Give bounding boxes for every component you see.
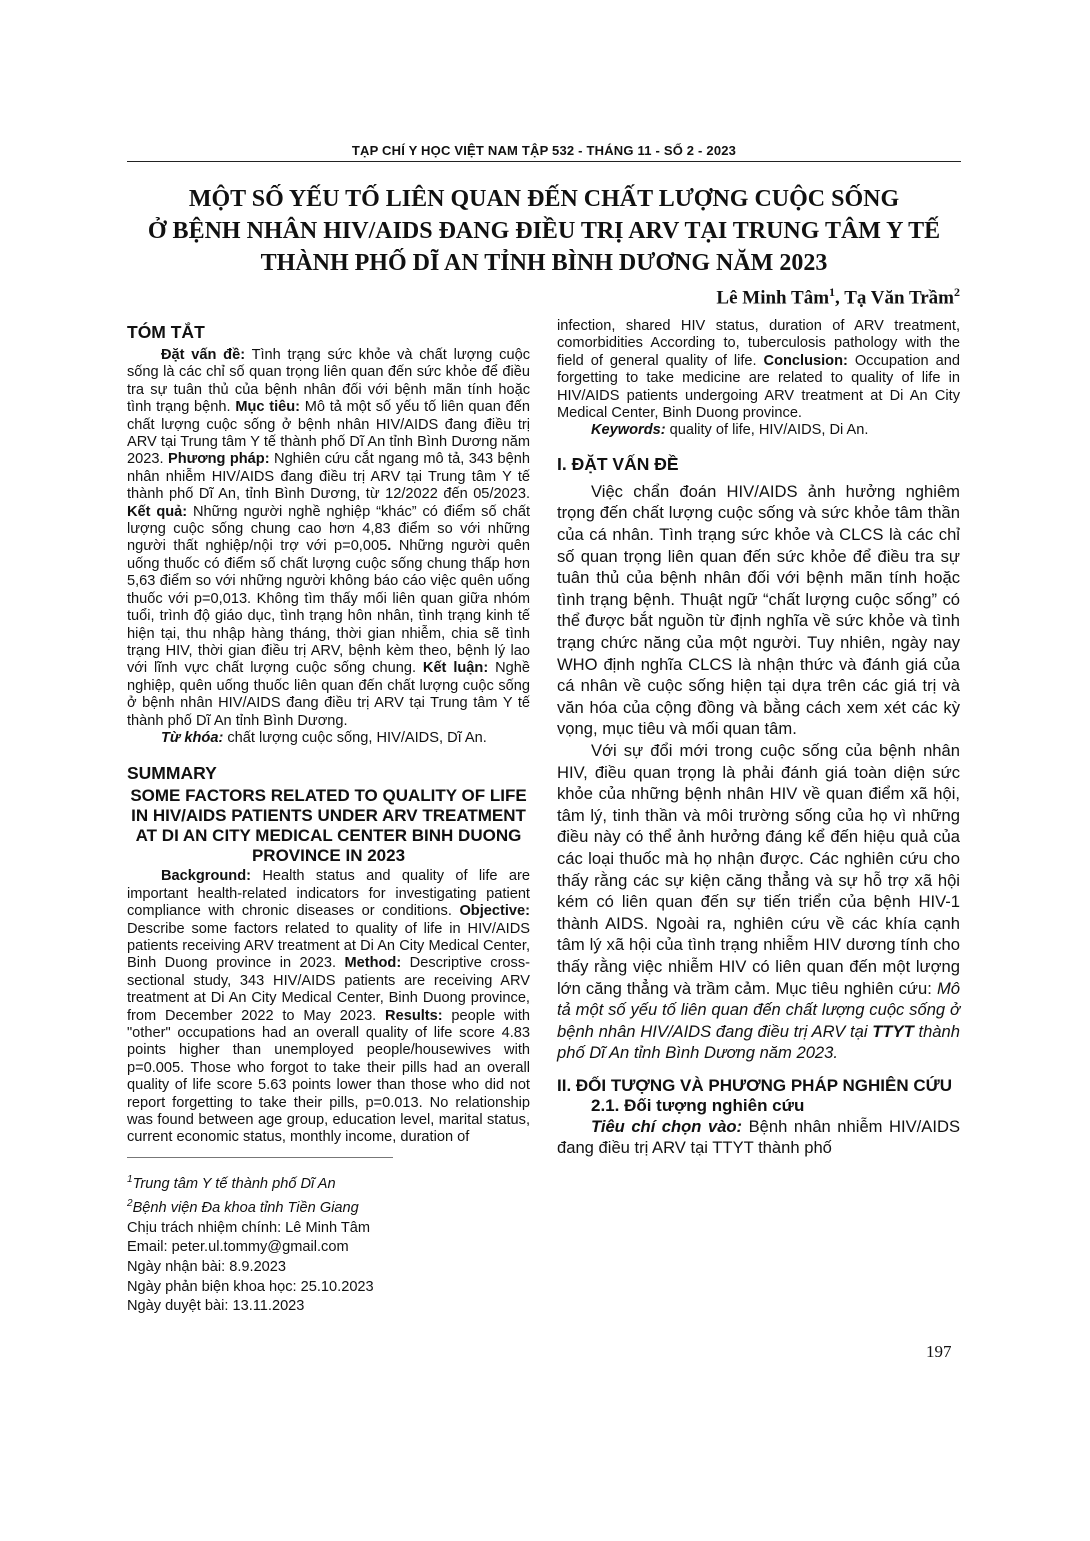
footnote-email: Email: peter.ul.tommy@gmail.com xyxy=(127,1239,349,1256)
en-results-label: Results: xyxy=(385,1007,443,1024)
page-number: 197 xyxy=(926,1342,952,1361)
en-method-text: Descriptive cross-sectional study, 343 HIV/AIDS patients are receiving ARV treatment at Di An City Medical Center, Binh Duong province, from December 2022 to May 2023. xyxy=(127,955,531,1024)
abstract-vi-heading: TÓM TẮT xyxy=(127,322,205,342)
authors xyxy=(716,285,960,309)
section-1-body xyxy=(557,481,960,1064)
en-results-text-continued: infection, shared HIV status, duration of ARV treatment, comorbidities According to, tuberculosis pathology with the field of general quality of life. xyxy=(557,318,960,369)
summary-body xyxy=(127,868,530,1147)
author-2: Tạ Văn Trầm xyxy=(844,287,954,309)
journal-header: TẠP CHÍ Y HỌC VIỆT NAM TẬP 532 - THÁNG 11 - SỐ 2 - 2023 xyxy=(351,143,737,158)
left-column xyxy=(127,318,530,1317)
vi-results-period: . xyxy=(387,538,392,555)
en-results-text: people with "other" occupations had an overall quality of life score 4.83 points higher than unemployed people/housewives with p=0.005. Those who forgot to take their pills had an overall quality of life score 5.63 points lower than those who did not report forgetting to take their pills, p=0.013. No relationship was found between age group, education level, marital status, current economic status, monthly income, duration of xyxy=(127,1007,531,1146)
title-line-2: Ở BỆNH NHÂN HIV/AIDS ĐANG ĐIỀU TRỊ ARV TẠI TRUNG TÂM Y TẾ xyxy=(147,218,941,244)
vi-results-label: Kết quả: xyxy=(127,503,188,520)
title-line-3: THÀNH PHỐ DĨ AN TỈNH BÌNH DƯƠNG NĂM 2023 xyxy=(260,250,828,276)
section-1-para-2 xyxy=(557,740,960,1064)
author-separator: , xyxy=(835,287,845,309)
footnote-rule xyxy=(127,1157,393,1158)
en-keywords-text: quality of life, HIV/AIDS, Di An. xyxy=(665,422,869,439)
footnote-aff2-sup: 2 xyxy=(127,1198,133,1210)
section-1-para-2-text: Với sự đổi mới trong cuộc sống của bệnh nhân HIV, điều quan trọng là phải đánh giá toàn diện sức khỏe của những bệnh nhân HIV về quan điểm xã hội, tâm lý, tinh thần và môi trường sống của họ vì những điều này có thể ảnh hưởng đáng kể đến hiệu quả của các loại thuốc mà họ nhận được. Các nghiên cứu cho thấy rằng các sự kiện căng thẳng và sự hỗ trợ xã hội kém có liên quan đến sự tiến triển của bệnh HIV-1 thành AIDS. Ngoài ra, nghiên cứu về các khía cạnh tâm lý xã hội của tình trạng nhiễm HIV dương tính cho thấy rằng việc nhiễm HIV có liên quan đến một lượng lớn căng thẳng và trầm cảm. Mục tiêu nghiên cứu: xyxy=(557,740,960,998)
vi-results-text-b: Những người quên uống thuốc có điểm số chất lượng cuộc sống chung thấp hơn 5,63 điểm so với những người không báo cáo việc quên uống thuốc với p=0,013. Không tìm thấy mối liên quan giữa nhóm tuổi, trình độ giáo dục, tình trạng hôn nhân, tình trạng kinh tế hiện tại, thu nhập hàng tháng, thời gian nhiễm, chia sẽ tình trạng HIV, thời gian điều trị ARV, bệnh kèm theo, bệnh lý lao với lĩnh vực chất lượng cuộc sống chung. xyxy=(127,538,530,677)
author-2-affil: 2 xyxy=(954,285,960,299)
section-1-objective-b: thành phố Dĩ An tỉnh Bình Dương năm 2023. xyxy=(557,1021,960,1063)
en-keywords-label: Keywords: xyxy=(591,422,666,439)
summary-en-continued xyxy=(557,318,960,440)
vi-keywords-text: chất lượng cuộc sống, HIV/AIDS, Dĩ An. xyxy=(223,729,487,746)
en-background-text: Health status and quality of life are important health-related indicators for investigating patient compliance with chronic diseases or conditions. xyxy=(127,868,530,920)
author-1-affil: 1 xyxy=(829,285,836,299)
en-objective-label: Objective: xyxy=(459,903,530,920)
vi-conclusion-label: Kết luận: xyxy=(422,660,489,677)
section-2-heading: II. ĐỐI TƯỢNG VÀ PHƯƠNG PHÁP NGHIÊN CỨU xyxy=(557,1075,952,1095)
author-1: Lê Minh Tâm xyxy=(716,287,830,309)
vi-objective-label: Mục tiêu: xyxy=(235,399,301,416)
right-column xyxy=(557,318,960,1159)
footnote-reviewed: Ngày phản biện khoa học: 25.10.2023 xyxy=(127,1278,374,1295)
footnote-received: Ngày nhận bài: 8.9.2023 xyxy=(127,1258,287,1275)
vi-method-label: Phương pháp: xyxy=(167,451,270,468)
vi-background-text: Tình trạng sức khỏe và chất lượng cuộc sống là các chỉ số quan trọng liên quan đến sức khỏe để điều tra sự tuân thủ của bệnh nhân đối với bệnh mãn tính hoặc tình trạng bệnh. xyxy=(127,347,530,416)
vi-method-text: Nghiên cứu cắt ngang mô tả, 343 bệnh nhân nhiễm HIV/AIDS đang điều trị ARV tại Trung tâm Y tế thành phố Dĩ An, tỉnh Bình Dương, từ 12/2022 đến 05/2023. xyxy=(127,451,530,503)
vi-keywords xyxy=(127,730,530,747)
vi-keywords-label: Từ khóa: xyxy=(161,729,224,746)
summary-body-continued xyxy=(557,318,960,422)
section-2-1-body xyxy=(557,1116,960,1159)
footnote-corresponding: Chịu trách nhiệm chính: Lê Minh Tâm xyxy=(127,1219,371,1236)
title-line-1: MỘT SỐ YẾU TỐ LIÊN QUAN ĐẾN CHẤT LƯỢNG CUỘC SỐNG xyxy=(188,186,900,212)
article-title xyxy=(127,183,961,279)
en-conclusion-text: Occupation and forgetting to take medicine are related to quality of life in HIV/AIDS patients undergoing ARV treatment at Di An City Medical Center, Binh Duong province. xyxy=(557,352,960,422)
footnote-aff1-sup: 1 xyxy=(127,1173,133,1185)
vi-objective-text: Mô tả một số yếu tố liên quan đến chất lượng cuộc sống ở bệnh nhân HIV/AIDS đang điều trị ARV tại Trung tâm Y tế thành phố Dĩ An tỉnh Bình Dương năm 2023. xyxy=(127,399,530,468)
inclusion-criteria-text: Bệnh nhân nhiễm HIV/AIDS đang điều trị ARV tại TTYT thành phố xyxy=(557,1116,961,1158)
footnote-affiliation-1 xyxy=(127,1170,530,1194)
section-1-objective-a: Mô tả một số yếu tố liên quan đến chất lượng cuộc sống ở bệnh nhân HIV/AIDS đang điều trị ARV tại xyxy=(557,978,960,1041)
summary-title: SOME FACTORS RELATED TO QUALITY OF LIFE IN HIV/AIDS PATIENTS UNDER ARV TREATMENT AT DI AN CITY MEDICAL CENTER BINH DUONG PROVINCE IN 2023 xyxy=(130,786,527,866)
footnote-affiliation-2 xyxy=(127,1194,530,1218)
summary-heading: SUMMARY xyxy=(127,763,217,784)
vi-background-label: Đặt vấn đề: xyxy=(161,347,246,363)
en-keywords xyxy=(557,422,960,439)
section-1-para-1: Việc chẩn đoán HIV/AIDS ảnh hưởng nghiêm trọng đến chất lượng cuộc sống và sức khỏe tâm thần của cá nhân. Tình trạng sức khỏe và CLCS là các chỉ số quan trọng liên quan đến sức khỏe để điều tra sự tuân thủ của bệnh nhân đối với bệnh mãn tính hoặc tình trạng bệnh. Thuật ngữ “chất lượng cuộc sống” có thể được bắt nguồn từ định nghĩa về sức khỏe và tình trạng chức năng của một người. Tuy nhiên, ngày nay WHO định nghĩa CLCS là nhận thức và đánh giá của cá nhân về cuộc sống hiện tại dựa trên các giá trị và văn hóa của cộng đồng và bằng cách xem xét các kỳ vọng, mục tiêu và mối quan tâm. xyxy=(557,481,960,739)
en-method-label: Method: xyxy=(344,955,402,972)
vi-conclusion-text: Nghề nghiệp, quên uống thuốc liên quan đến chất lượng cuộc sống ở bệnh nhân HIV/AIDS đang điều trị ARV tại Trung tâm Y tế thành phố Dĩ An tỉnh Bình Dương. xyxy=(127,660,530,729)
footnote-aff2-text: Bệnh viện Đa khoa tỉnh Tiền Giang xyxy=(132,1200,359,1217)
footnote-accepted: Ngày duyệt bài: 13.11.2023 xyxy=(127,1298,305,1315)
section-2-1-heading: 2.1. Đối tượng nghiên cứu xyxy=(591,1095,805,1115)
section-1-objective-bold: TTYT xyxy=(872,1021,914,1041)
en-conclusion-label: Conclusion: xyxy=(763,352,848,369)
footnotes xyxy=(127,1170,530,1317)
summary-en xyxy=(127,868,530,1147)
inclusion-criteria-label: Tiêu chí chọn vào: xyxy=(591,1116,743,1136)
abstract-vi-body xyxy=(127,347,530,730)
en-objective-text: Describe some factors related to quality of life in HIV/AIDS patients receiving ARV treatment at Di An City Medical Center, Binh Duong province in 2023. xyxy=(127,920,530,972)
section-1-heading: I. ĐẶT VẤN ĐỀ xyxy=(557,453,679,474)
footnote-aff1-text: Trung tâm Y tế thành phố Dĩ An xyxy=(132,1175,336,1192)
vi-results-text-a: Những người nghề nghiệp “khác” có điểm số chất lượng cuộc sống chung cao hơn 4,83 điểm so với những người thất nghiệp/nội trợ với p=0,005 xyxy=(127,503,531,555)
header-rule xyxy=(127,161,961,162)
en-background-label: Background: xyxy=(161,868,251,885)
inclusion-criteria xyxy=(557,1116,960,1159)
abstract-vi xyxy=(127,347,530,747)
